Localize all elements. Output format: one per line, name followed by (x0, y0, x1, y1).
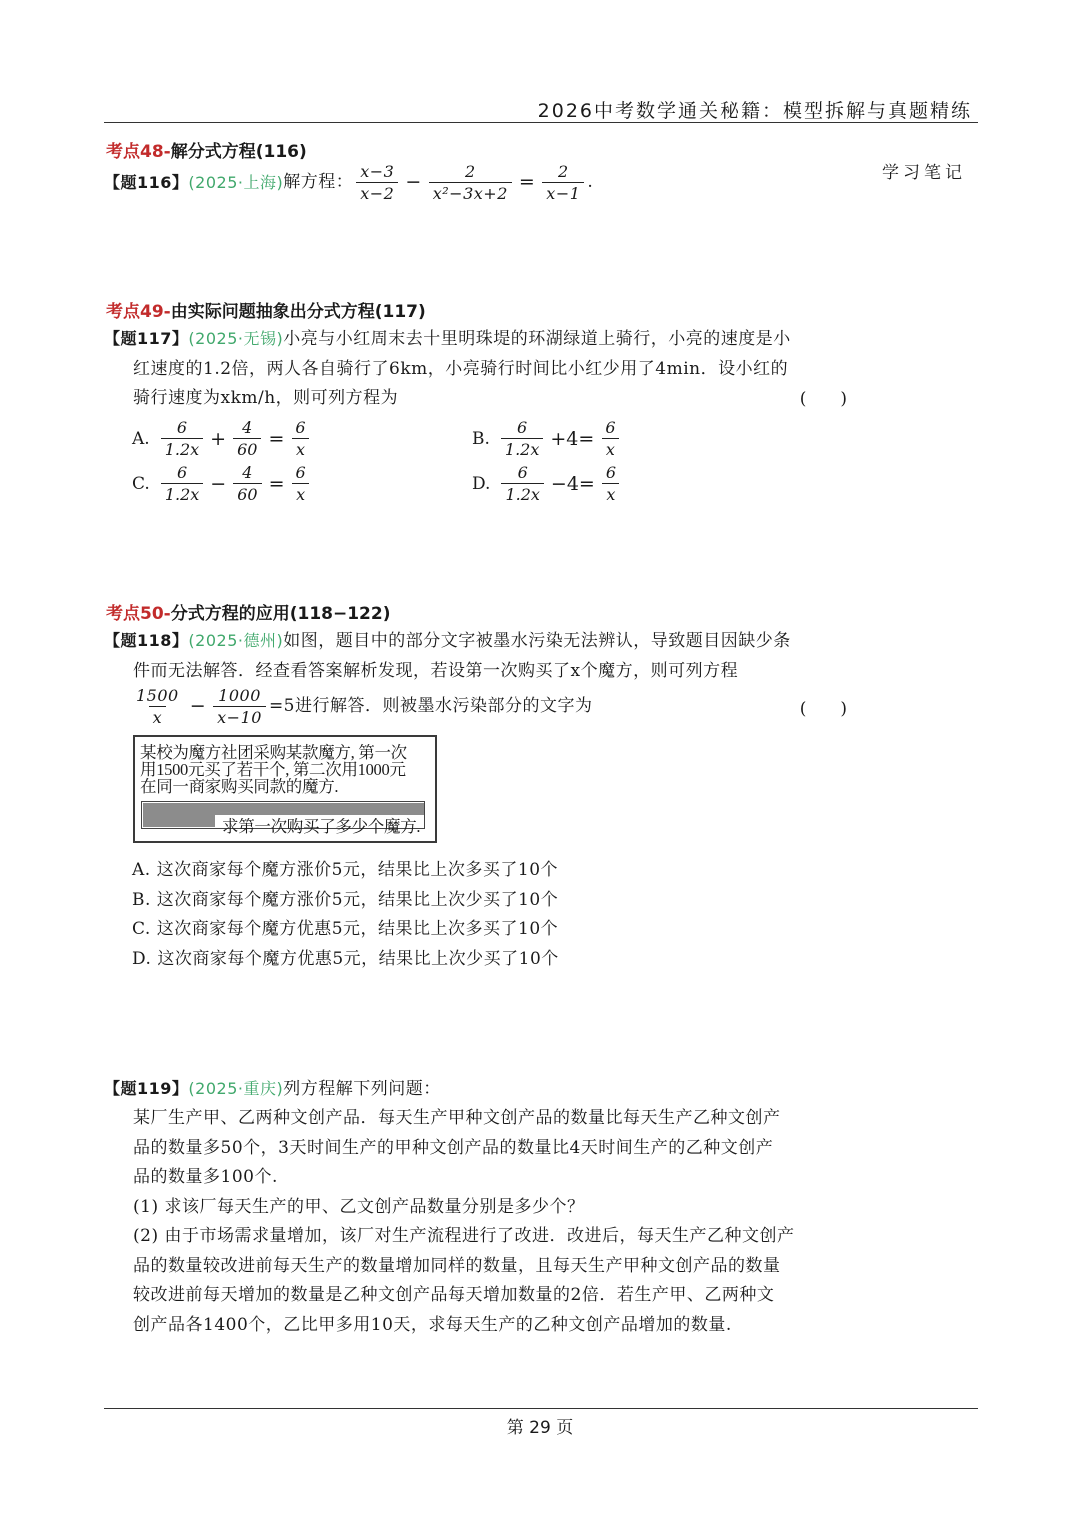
question-118-answer-paren: ( ) (799, 699, 847, 719)
question-119-line: 品的数量多100个. (133, 1167, 278, 1187)
box-text-line-2: 用1500元买了若干个, 第二次用1000元 (140, 760, 406, 779)
question-116-source: (2025·上海) (188, 172, 284, 192)
question-119-part-2: (2) 由于市场需求量增加，该厂对生产流程进行了改进．改进后，每天生产乙种文创产 (133, 1226, 795, 1246)
question-119-body (133, 1104, 873, 1340)
question-118-line-3: $\frac{1500}{x}$ − $\frac{1000}{x-10}$ =5进行解答．则被墨水污染部分的文字为 (129, 686, 593, 727)
question-117-source: (2025·无锡) (188, 329, 284, 348)
section-48-label: 考点48- (106, 142, 171, 162)
question-117-line-3: 骑行速度为xkm/h，则可列方程为 (133, 388, 399, 408)
box-text-line-4: 求第一次购买了多少个魔方. (222, 817, 421, 836)
question-118-line-2: 件而无法解答．经查看答案解析发现，若设第一次购买了x个魔方，则可列方程 (133, 660, 739, 681)
q116-end: . (587, 171, 594, 192)
box-text-line-3: 在同一商家购买同款的魔方. (140, 777, 339, 796)
page-number: 第 29 页 (506, 1418, 574, 1438)
question-117-tag: 【题117】 (104, 329, 189, 348)
question-116 (104, 162, 593, 203)
section-49-label: 考点49- (106, 302, 171, 322)
q118-option-b[interactable]: B. 这次商家每个魔方涨价5元，结果比上次少买了10个 (132, 890, 559, 910)
question-117-line-1: 【题117】(2025·无锡)小亮与小红周末去十里明珠堤的环湖绿道上骑行，小亮的速度是小 (104, 329, 791, 349)
q118-option-d[interactable]: D. 这次商家每个魔方优惠5元，结果比上次少买了10个 (132, 949, 559, 969)
question-116-tag: 【题116】 (104, 172, 189, 192)
q117-option-a[interactable]: A. $\frac{6}{1.2x}$ + $\frac{4}{60}$ = $\frac{6}{x}$ (132, 418, 313, 459)
question-118-line-1: 【题118】(2025·德州)如图，题目中的部分文字被墨水污染无法辨认，导致题目因缺少条 (104, 631, 791, 651)
q117-option-c[interactable]: C. $\frac{6}{1.2x}$ − $\frac{4}{60}$ = $\frac{6}{x}$ (132, 463, 313, 504)
section-50-heading (106, 599, 390, 624)
q118-fraction-1: $\frac{1500}{x}$ (136, 686, 179, 727)
question-117-line-2: 红速度的1.2倍，两人各自骑行了6km，小亮骑行时间比小红少用了4min．设小红的 (133, 358, 789, 379)
section-49-heading (106, 297, 426, 322)
q117-option-d[interactable]: D. $\frac{6}{1.2x}$ −4= $\frac{6}{x}$ (472, 463, 623, 504)
q116-fraction-2: $\frac{2}{\text{x²−3x+2}}$ (429, 162, 512, 203)
question-119-line: 品的数量较改进前每天生产的数量增加同样的数量，且每天生产甲种文创产品的数量 (133, 1255, 781, 1276)
section-50-title: 分式方程的应用(118−122) (170, 604, 391, 624)
section-49-title: 由实际问题抽象出分式方程(117) (170, 302, 426, 322)
section-48-title: 解分式方程(116) (170, 142, 307, 162)
question-116-lead: 解方程： (283, 171, 354, 192)
q116-op-equals: = (518, 170, 536, 193)
question-117 (104, 324, 864, 414)
header-rule (104, 122, 978, 123)
question-119-line: 某厂生产甲、乙两种文创产品．每天生产甲种文创产品的数量比每天生产乙种文创产 (133, 1108, 781, 1128)
q118-fraction-2: $\frac{1000}{x-10}$ (213, 686, 266, 727)
question-119-line: 较改进前每天增加的数量是乙种文创产品每天增加数量的2倍．若生产甲、乙两种文 (133, 1285, 775, 1305)
section-50-label: 考点50- (106, 604, 171, 624)
running-header-title: 2026中考数学通关秘籍：模型拆解与真题精练 (537, 100, 972, 122)
question-119-lead: 列方程解下列问题： (283, 1079, 441, 1099)
q118-option-c[interactable]: C. 这次商家每个魔方优惠5元，结果比上次多买了10个 (132, 919, 559, 939)
footer-rule (104, 1408, 978, 1409)
q116-fraction-1: $\frac{x-3}{x-2}$ (356, 162, 398, 203)
q116-op-minus: − (405, 170, 422, 193)
question-119-tag: 【题119】 (104, 1079, 189, 1098)
q116-fraction-3: $\frac{2}{x-1}$ (542, 162, 584, 203)
question-117-answer-paren: ( ) (799, 389, 847, 409)
study-notes-label: 学习笔记 (882, 163, 966, 183)
section-48-heading (106, 137, 307, 162)
question-118 (104, 626, 864, 686)
q117-option-b[interactable]: B. $\frac{6}{1.2x}$ +4= $\frac{6}{x}$ (472, 418, 623, 459)
question-119-line: 品的数量多50个，3天时间生产的甲种文创产品的数量比4天时间生产的乙种文创产 (133, 1137, 774, 1158)
ink-stain-lower (143, 814, 215, 827)
question-119-source: (2025·重庆) (188, 1079, 284, 1098)
question-118-tag: 【题118】 (104, 631, 189, 650)
question-119-header (104, 1074, 441, 1105)
q118-option-a[interactable]: A. 这次商家每个魔方涨价5元，结果比上次多买了10个 (132, 860, 559, 880)
question-118-source: (2025·德州) (188, 631, 284, 650)
question-119-part-1: (1) 求该厂每天生产的甲、乙文创产品数量分别是多少个？ (133, 1196, 585, 1217)
box-text-line-1: 某校为魔方社团采购某款魔方, 第一次 (140, 743, 407, 762)
question-119-line: 创产品各1400个，乙比甲多用10天，求每天生产的乙种文创产品增加的数量. (133, 1314, 732, 1335)
